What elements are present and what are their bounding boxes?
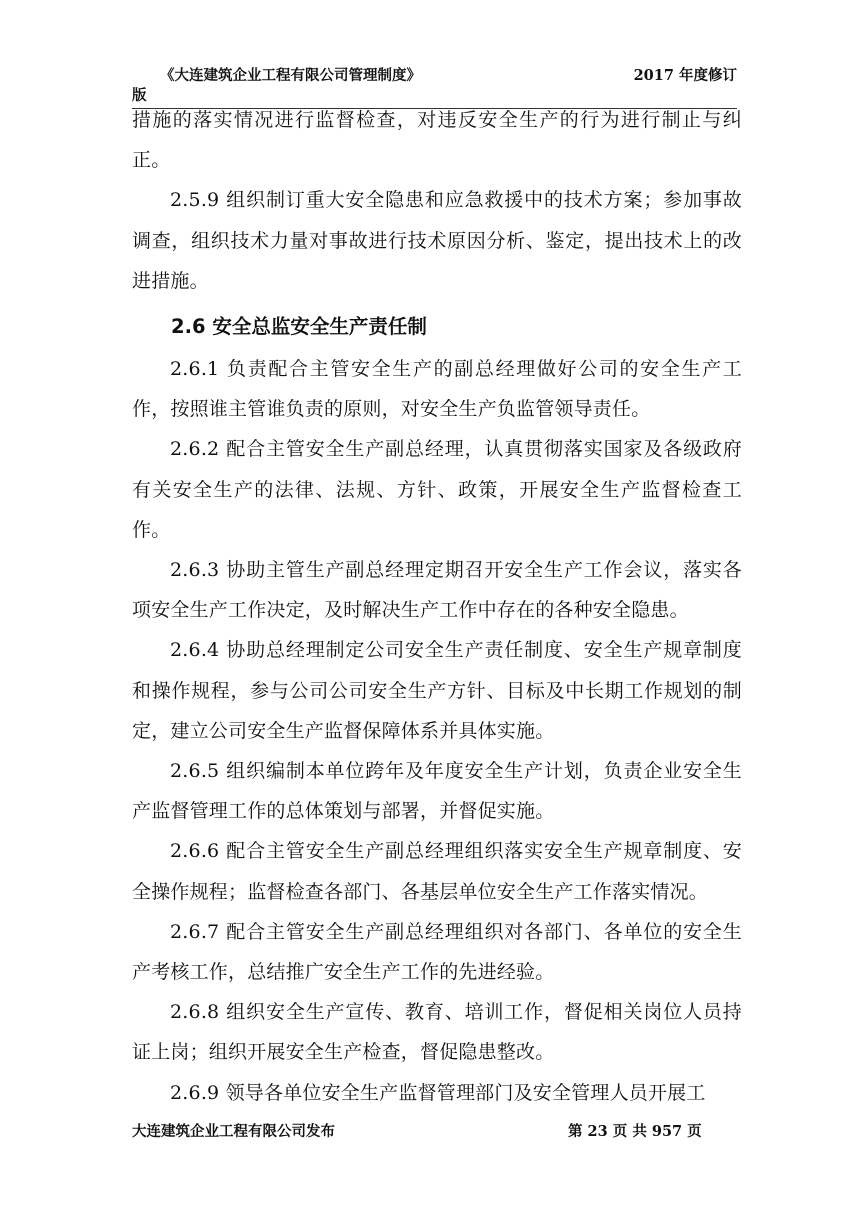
header-title: 《大连建筑企业工程有限公司管理制度》 xyxy=(160,67,421,84)
document-body xyxy=(132,100,742,1113)
footer-page-number: 第 23 页 共 957 页 xyxy=(568,1123,702,1140)
section-heading-2-6: 2.6 安全总监安全生产责任制 xyxy=(171,315,427,339)
page-footer xyxy=(132,1120,737,1146)
paragraph-2-6-8: 2.6.8 组织安全生产宣传、教育、培训工作，督促相关岗位人员持证上岗；组织开展安全生产检查，督促隐患整改。 xyxy=(132,1001,742,1064)
footer-publisher: 大连建筑企业工程有限公司发布 xyxy=(132,1123,335,1140)
paragraph-2-6-7: 2.6.7 配合主管安全生产副总经理组织对各部门、各单位的安全生产考核工作，总结推广安全生产工作的先进经验。 xyxy=(132,920,742,984)
paragraph-2-5-9: 2.5.9 组织制订重大安全隐患和应急救援中的技术方案；参加事故调查，组织技术力量对事故进行技术原因分析、鉴定，提出技术上的改进措施。 xyxy=(132,189,742,292)
paragraph-2-6-4: 2.6.4 协助总经理制定公司安全生产责任制度、安全生产规章制度和操作规程，参与公司公司安全生产方针、目标及中长期工作规划的制定，建立公司安全生产监督保障体系并具体实施。 xyxy=(132,639,742,742)
paragraph-2-6-1: 2.6.1 负责配合主管安全生产的副总经理做好公司的安全生产工作，按照谁主管谁负责的原则，对安全生产负监管领导责任。 xyxy=(132,358,742,421)
paragraph-continued: 措施的落实情况进行监督检查，对违反安全生产的行为进行制止与纠正。 xyxy=(132,109,742,172)
header-version: 2017 年度修订 xyxy=(633,67,737,84)
paragraph-2-6-2: 2.6.2 配合主管安全生产副总经理，认真贯彻落实国家及各级政府有关安全生产的法律、法规、方针、政策，开展安全生产监督检查工作。 xyxy=(132,438,742,541)
paragraph-2-6-6: 2.6.6 配合主管安全生产副总经理组织落实安全生产规章制度、安全操作规程；监督检查各部门、各基层单位安全生产工作落实情况。 xyxy=(132,840,742,903)
paragraph-2-6-5: 2.6.5 组织编制本单位跨年及年度安全生产计划，负责企业安全生产监督管理工作的总体策划与部署，并督促实施。 xyxy=(132,760,742,823)
paragraph-2-6-3: 2.6.3 协助主管生产副总经理定期召开安全生产工作会议，落实各项安全生产工作决定，及时解决生产工作中存在的各种安全隐患。 xyxy=(132,559,742,622)
paragraph-2-6-9: 2.6.9 领导各单位安全生产监督管理部门及安全管理人员开展工 xyxy=(170,1081,706,1104)
header-version-continuation: 版 xyxy=(132,87,147,104)
